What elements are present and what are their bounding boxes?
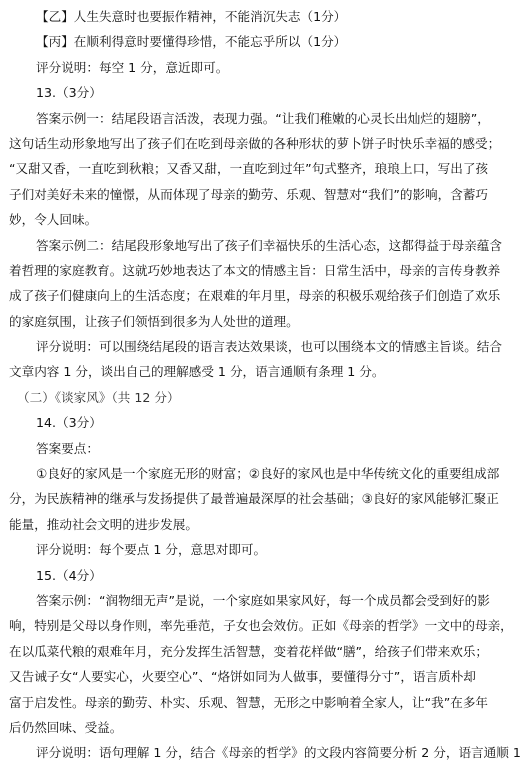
text-line: 在以瓜菜代粮的艰难年月，充分发挥生活智慧，变着花样做“膳”，给孩子们带来欢乐； — [9, 643, 489, 659]
text-line: 14.（3分） — [36, 415, 102, 431]
text-line: 响，特别是父母以身作则，率先垂范，子女也会效仿。正如《母亲的哲学》一文中的母亲， — [9, 618, 513, 634]
text-line: 【乙】人生失意时也要振作精神，不能消沉失志（1分） — [36, 9, 347, 24]
text-line: 答案示例：“润物细无声”是说，一个家庭如果家风好，每一个成员都会受到好的影 — [36, 592, 490, 608]
text-line: 【丙】在顺利得意时要懂得珍惜，不能忘乎所以（1分） — [36, 34, 347, 50]
text-line: 这句话生动形象地写出了孩子们在吃到母亲做的各种形状的萝卜饼子时快乐幸福的感受； — [9, 135, 501, 151]
text-line: ①良好的家风是一个家庭无形的财富；②良好的家风也是中华传统文化的重要组成部 — [36, 466, 500, 482]
text-line: 又告诫子女“人要实心，火要空心”、“烙饼如同为人做事，要懂得分寸”，语言质朴却 — [9, 669, 476, 685]
text-line: 答案示例二：结尾段形象地写出了孩子们幸福快乐的生活心态，这都得益于母亲蕴含 — [36, 237, 502, 253]
text-line: 文章内容 1 分，谈出自己的理解感受 1 分，语言通顺有条理 1 分。 — [9, 364, 385, 380]
text-line: 子们对美好未来的憧憬，从而体现了母亲的勤劳、乐观、智慧对“我们”的影响，含蓄巧 — [9, 186, 489, 202]
text-line: 妙，令人回味。 — [9, 212, 98, 228]
text-line: 的家庭氛围，让孩子们领悟到很多为人处世的道理。 — [9, 313, 299, 329]
text-line: 15.（4分） — [36, 567, 102, 583]
text-line: 评分说明：每空 1 分，意近即可。 — [36, 59, 229, 75]
text-line: 评分说明：每个要点 1 分，意思对即可。 — [36, 542, 267, 558]
text-line: 答案示例一：结尾段语言活泼，表现力强。“让我们稚嫩的心灵长出灿烂的翅膀”， — [36, 110, 490, 126]
text-line: “又甜又香，一直吃到秋粮；又香又甜，一直吃到过年”句式整齐，琅琅上口，写出了孩 — [9, 161, 489, 177]
text-line: 着哲理的家庭教育。这就巧妙地表达了本文的情感主旨：日常生活中，母亲的言传身教养 — [9, 262, 501, 278]
text-line: 成了孩子们健康向上的生活态度；在艰难的年月里，母亲的积极乐观给孩子们创造了欢乐 — [9, 288, 501, 304]
text-line: 评分说明：语句理解 1 分，结合《母亲的哲学》的文段内容简要分析 2 分，语言通顺 1 — [36, 745, 521, 761]
text-line: 答案要点： — [36, 440, 99, 456]
text-line: （二）《谈家风》（共 12 分） — [17, 389, 180, 405]
text-line: 后仍然回味、受益。 — [9, 719, 123, 735]
text-line: 评分说明：可以围绕结尾段的语言表达效果谈，也可以围绕本文的情感主旨谈。结合 — [36, 339, 502, 355]
text-line: 分，为民族精神的继承与发扬提供了最普遍最深厚的社会基础；③良好的家风能够汇聚正 — [9, 491, 499, 507]
text-line: 富于启发性。母亲的勤劳、朴实、乐观、智慧，无形之中影响着全家人，让“我”在多年 — [9, 694, 489, 710]
text-line: 13.（3分） — [36, 85, 102, 101]
text-line: 能量，推动社会文明的进步发展。 — [9, 516, 198, 532]
